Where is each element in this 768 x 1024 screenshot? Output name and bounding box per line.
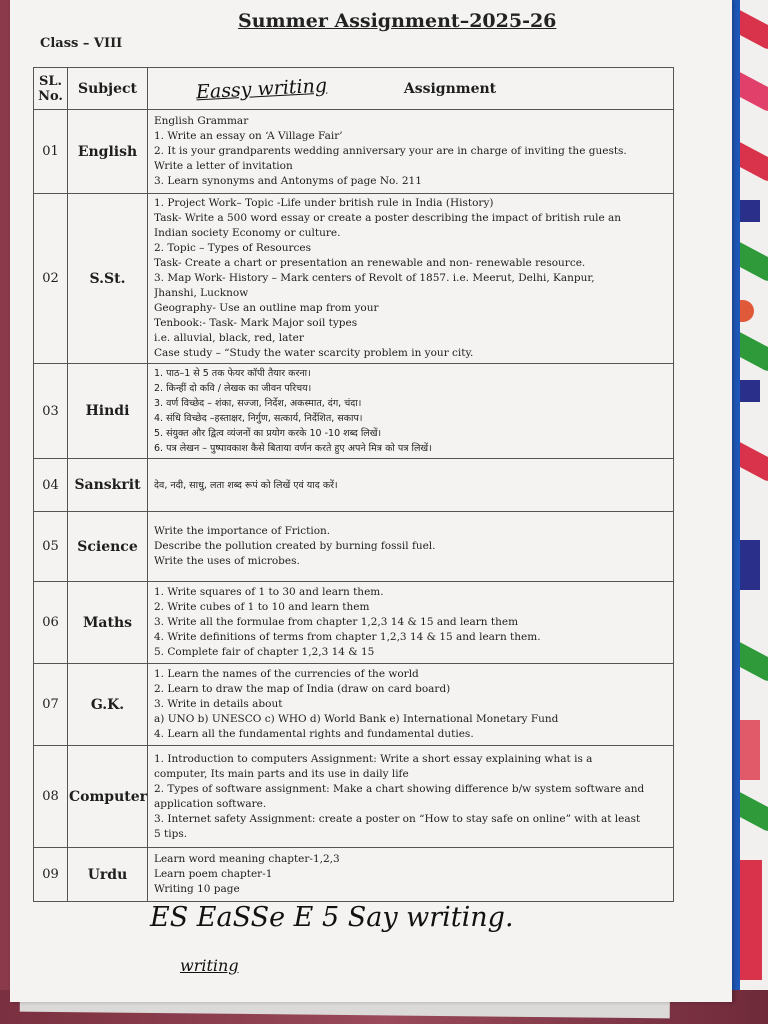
row-subject: Hindi xyxy=(68,364,148,459)
header-subject: Subject xyxy=(68,68,148,110)
row-assignment xyxy=(148,194,674,364)
assignment-line: Indian society Economy or culture. xyxy=(154,227,341,239)
header-sl-no: SL. No. xyxy=(34,68,68,110)
assignment-line: 2. It is your grandparents wedding anniversary your are in charge of inviting the guests. xyxy=(154,145,627,157)
assignment-line: Task- Create a chart or presentation an renewable and non- renewable resource. xyxy=(154,257,586,269)
table-row xyxy=(34,459,674,512)
assignment-line: देव, नदी, साधु, लता शब्द रूपं को लिखें एवं याद करें। xyxy=(154,479,338,491)
row-assignment xyxy=(148,848,674,902)
assignment-line: 3. Learn synonyms and Antonyms of page No. 211 xyxy=(154,175,422,187)
handwritten-small-note: writing xyxy=(180,956,239,975)
handwritten-bottom-note: ES EaSSe E 5 Say writing. xyxy=(150,902,514,933)
row-assignment xyxy=(148,512,674,582)
assignment-line: Jhanshi, Lucknow xyxy=(154,287,249,299)
assignment-line: 5. Complete fair of chapter 1,2,3 14 & 15 xyxy=(154,646,375,658)
assignment-line: 2. Types of software assignment: Make a chart showing difference b/w system software and xyxy=(154,782,645,795)
row-sl-no: 09 xyxy=(34,848,68,902)
row-assignment xyxy=(148,664,674,746)
table-row xyxy=(34,110,674,194)
assignment-line: 3. Write all the formulae from chapter 1,2,3 14 & 15 and learn them xyxy=(154,616,519,628)
assignment-line: a) UNO b) UNESCO c) WHO d) World Bank e) International Monetary Fund xyxy=(154,713,559,725)
handwritten-header-note: Eassy writing xyxy=(195,74,328,104)
assignment-line: 2. Learn to draw the map of India (draw on card board) xyxy=(154,683,451,695)
assignment-line: 4. Write definitions of terms from chapter 1,2,3 14 & 15 and learn them. xyxy=(154,631,541,643)
assignment-line: 1. Learn the names of the currencies of the world xyxy=(154,668,419,680)
row-subject: Urdu xyxy=(68,848,148,902)
row-sl-no: 03 xyxy=(34,364,68,459)
assignment-line: Geography- Use an outline map from your xyxy=(154,302,379,314)
assignment-line: 4. संधि विच्छेद –हस्ताक्षर, निर्गुण, सत्कार्य, निर्देशित, सकाप। xyxy=(154,413,363,424)
assignment-line: 2. Topic – Types of Resources xyxy=(154,242,311,254)
assignment-line: Writing 10 page xyxy=(154,883,240,895)
document-title: Summer Assignment–2025-26 xyxy=(238,10,557,32)
assignment-line: Learn poem chapter-1 xyxy=(154,868,273,880)
row-assignment xyxy=(148,364,674,459)
table-row xyxy=(34,746,674,848)
table-row xyxy=(34,848,674,902)
assignment-line: 1. Write an essay on ‘A Village Fair’ xyxy=(154,130,343,142)
class-label: Class – VIII xyxy=(40,36,123,51)
table-row xyxy=(34,512,674,582)
row-subject: Science xyxy=(68,512,148,582)
assignment-line: 3. वर्ण विच्छेद – शंका, सज्जा, निर्देश, अकस्मात, दंग, चंदा। xyxy=(154,398,362,409)
row-sl-no: 04 xyxy=(34,459,68,512)
row-subject: Sanskrit xyxy=(68,459,148,512)
row-sl-no: 08 xyxy=(34,746,68,848)
assignment-line: 3. Map Work- History – Mark centers of Revolt of 1857. i.e. Meerut, Delhi, Kanpur, xyxy=(154,272,595,284)
assignment-line: Tenbook:- Task- Mark Major soil types xyxy=(154,317,358,329)
table-row xyxy=(34,582,674,664)
assignment-line: Describe the pollution created by burning fossil fuel. xyxy=(154,540,436,552)
row-assignment xyxy=(148,110,674,194)
assignment-line: 1. Introduction to computers Assignment: Write a short essay explaining what is a xyxy=(154,752,593,765)
row-assignment xyxy=(148,582,674,664)
assignment-line: 2. किन्हीं दो कवि / लेखक का जीवन परिचय। xyxy=(154,383,312,394)
assignment-line: Write the importance of Friction. xyxy=(154,525,331,537)
header-assignment: Assignment xyxy=(148,68,674,110)
row-sl-no: 06 xyxy=(34,582,68,664)
assignment-line: Write a letter of invitation xyxy=(154,160,293,172)
row-assignment xyxy=(148,746,674,848)
row-sl-no: 05 xyxy=(34,512,68,582)
assignment-line: application software. xyxy=(154,797,267,810)
row-sl-no: 07 xyxy=(34,664,68,746)
assignment-line: i.e. alluvial, black, red, later xyxy=(154,332,304,344)
assignment-line: computer, Its main parts and its use in daily life xyxy=(154,767,409,780)
row-assignment xyxy=(148,459,674,512)
assignment-line: 3. Write in details about xyxy=(154,698,283,710)
assignment-line: 1. पाठ–1 से 5 तक फेयर कॉपी तैयार करना। xyxy=(154,368,311,379)
assignment-line: 3. Internet safety Assignment: create a poster on “How to stay safe on online” with at least xyxy=(154,812,641,825)
assignment-line: 1. Project Work– Topic -Life under british rule in India (History) xyxy=(154,197,494,209)
row-sl-no: 01 xyxy=(34,110,68,194)
table-row xyxy=(34,364,674,459)
assignment-line: 5. संयुक्त और द्वित्व व्यंजनों का प्रयोग करके 10 -10 शब्द लिखें। xyxy=(154,428,382,439)
assignment-line: 6. पत्र लेखन – पुष्पावकाश कैसे बिताया वर्णन करते हुए अपने मित्र को पत्र लिखें। xyxy=(154,443,432,454)
row-subject: Computer xyxy=(68,746,148,848)
assignment-line: 2. Write cubes of 1 to 10 and learn them xyxy=(154,601,370,613)
assignment-table xyxy=(33,67,674,902)
assignment-line: 4. Learn all the fundamental rights and fundamental duties. xyxy=(154,728,474,740)
assignment-line: English Grammar xyxy=(154,115,249,127)
table-row xyxy=(34,664,674,746)
row-subject: English xyxy=(68,110,148,194)
assignment-line: Write the uses of microbes. xyxy=(154,555,300,567)
assignment-line: Task- Write a 500 word essay or create a poster describing the impact of british rule an xyxy=(154,212,622,224)
table-row xyxy=(34,194,674,364)
row-subject: S.St. xyxy=(68,194,148,364)
row-subject: Maths xyxy=(68,582,148,664)
assignment-line: Case study – “Study the water scarcity problem in your city. xyxy=(154,347,474,359)
row-sl-no: 02 xyxy=(34,194,68,364)
assignment-line: 1. Write squares of 1 to 30 and learn them. xyxy=(154,586,384,598)
row-subject: G.K. xyxy=(68,664,148,746)
assignment-line: 5 tips. xyxy=(154,827,188,840)
assignment-line: Learn word meaning chapter-1,2,3 xyxy=(154,853,340,865)
